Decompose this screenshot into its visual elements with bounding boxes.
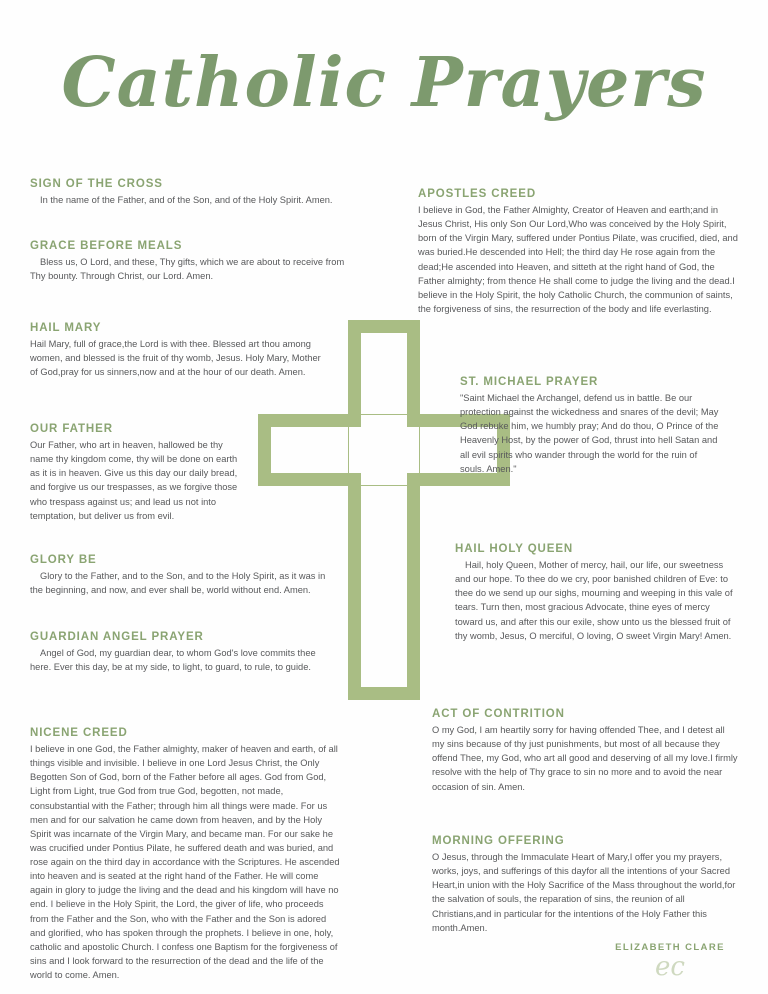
prayer-st-michael [460, 376, 720, 476]
prayer-text: Bless us, O Lord, and these, Thy gifts, which we are about to receive from Thy bounty. Through Christ, our Lord. Amen. [30, 257, 345, 282]
prayer-text: Hail, holy Queen, Mother of mercy, hail, our life, our sweetness and our hope. To thee do we cry, poor banished children of Eve: to thee do we send up our sighs, mourning and weeping in this vale of tears. Turn then, most gracious Advocate, thine eyes of mercy toward us, and after this our exile, show unto us the blessed fruit of thy womb, Jesus, O merciful, O loving, O sweet Virgin Mary! Amen. [455, 560, 733, 641]
prayer-act-of-contrition [432, 708, 738, 794]
prayer-text: Glory to the Father, and to the Son, and to the Holy Spirit, as it was in the beginning, and now, and ever shall be, world without end. Amen. [30, 571, 326, 596]
prayer-our-father [30, 423, 240, 523]
prayer-title: HAIL HOLY QUEEN [455, 543, 574, 555]
prayer-guardian-angel [30, 631, 330, 674]
prayer-nicene-creed [30, 727, 340, 982]
prayer-grace-before-meals [30, 240, 350, 283]
cross-inner-mask-vertical [361, 415, 407, 485]
prayer-text: "Saint Michael the Archangel, defend us in battle. Be our protection against the wickedness and snares of the devil; May God rebuke him, we humbly pray; And do thou, O Prince of the Heavenly Host, by the power of God, thrust into hell Satan and all evil spirits who wander through the world for the ruin of souls. Amen." [460, 393, 719, 474]
prayer-title: GUARDIAN ANGEL PRAYER [30, 631, 204, 643]
prayer-title: HAIL MARY [30, 322, 102, 334]
prayer-text: I believe in God, the Father Almighty, Creator of Heaven and earth;and in Jesus Christ, His only Son Our Lord,Who was conceived by the Holy Spirit, born of the Virgin Mary, suffered under Pontius Pilate, was crucified, died, and was buried.He descended into Hell; the third day He rose again from the dead;He ascended into Heaven, and sitteth at the right hand of God, the Father almighty; from thence He shall come to judge the living and the dead.I believe in the Holy Spirit, the holy Catholic Church, the communion of saints, the forgiveness of sins, the resurrection of the body and life everlasting. [418, 205, 738, 314]
page-title: Catholic Prayers [61, 43, 707, 123]
prayer-title: MORNING OFFERING [432, 835, 565, 847]
prayer-text: O my God, I am heartily sorry for having offended Thee, and I detest all my sins because of thy just punishments, but most of all because they offend Thee, my God, who art all good and deserving of all my love.I firmly resolve with the help of Thy grace to sin no more and to avoid the near occasion of sin. Amen. [432, 725, 738, 792]
cross-inner-mask-horizontal [349, 427, 419, 473]
author-signature: ELIZABETH CLARE [615, 942, 725, 953]
prayer-title: ACT OF CONTRITION [432, 708, 565, 720]
prayer-title: OUR FATHER [30, 423, 113, 435]
prayer-text: In the name of the Father, and of the Son, and of the Holy Spirit. Amen. [40, 195, 333, 205]
signature-monogram: ec [655, 952, 685, 982]
prayer-hail-holy-queen [455, 543, 738, 643]
prayer-apostles-creed [418, 188, 738, 316]
prayer-title: GRACE BEFORE MEALS [30, 240, 183, 252]
prayer-title: ST. MICHAEL PRAYER [460, 376, 599, 388]
prayer-text: O Jesus, through the Immaculate Heart of Mary,I offer you my prayers, works, joys, and sufferings of this dayfor all the intentions of your Sacred Heart,in union with the Holy Sacrifice of the Mass throughout the world,for the salvation of souls, the reparation of sins, the reunion of all Christians,and in particular for the intentions of the Holy Father this month.Amen. [432, 852, 736, 933]
prayer-text: Hail Mary, full of grace,the Lord is with thee. Blessed art thou among women, and blessed is the fruit of thy womb, Jesus. Holy Mary, Mother of God,pray for us sinners,now and at the hour of our death. Amen. [30, 339, 321, 378]
prayer-title: GLORY BE [30, 554, 97, 566]
prayer-title: APOSTLES CREED [418, 188, 537, 200]
prayer-sign-of-the-cross [30, 178, 350, 207]
prayer-title: NICENE CREED [30, 727, 128, 739]
prayer-text: I believe in one God, the Father almighty, maker of heaven and earth, of all things visible and invisible. I believe in one Lord Jesus Christ, the Only Begotten Son of God, born of the Father before all ages. God from God, Light from Light, true God from true God, begotten, not made, consubstantial with the Father; through him all things were made. For us men and for our salvation he came down from heaven, and by the Holy Spirit was incarnate of the Virgin Mary, and became man. For our sake he was crucified under Pontius Pilate, he suffered death and was buried, and rose again on the third day in accordance with the Scriptures. He ascended into heaven and is seated at the right hand of the Father. He will come again in glory to judge the living and the dead and his kingdom will have no end. I believe in the Holy Spirit, the Lord, the giver of life, who proceeds from the Father and the Son, who with the Father and the Son is adored and glorified, who has spoken through the prophets. I believe in one, holy, catholic and apostolic Church. I confess one Baptism for the forgiveness of sins and I look forward to the resurrection of the dead and the life of the world to come. Amen. [30, 744, 340, 980]
prayer-hail-mary [30, 322, 330, 379]
prayer-glory-be [30, 554, 330, 597]
prayer-text: Angel of God, my guardian dear, to whom God's love commits thee here. Ever this day, be at my side, to light, to guard, to rule, to guide. [30, 648, 316, 673]
cross-vertical-bar [348, 320, 420, 700]
prayer-title: SIGN OF THE CROSS [30, 178, 163, 190]
prayer-morning-offering [432, 835, 738, 935]
prayer-text: Our Father, who art in heaven, hallowed be thy name thy kingdom come, thy will be done on earth as it is in heaven. Give us this day our daily bread, and forgive us our trespasses, as we forgive those who trespass against us; and lead us not into temptation, but deliver us from evil. [30, 440, 238, 521]
